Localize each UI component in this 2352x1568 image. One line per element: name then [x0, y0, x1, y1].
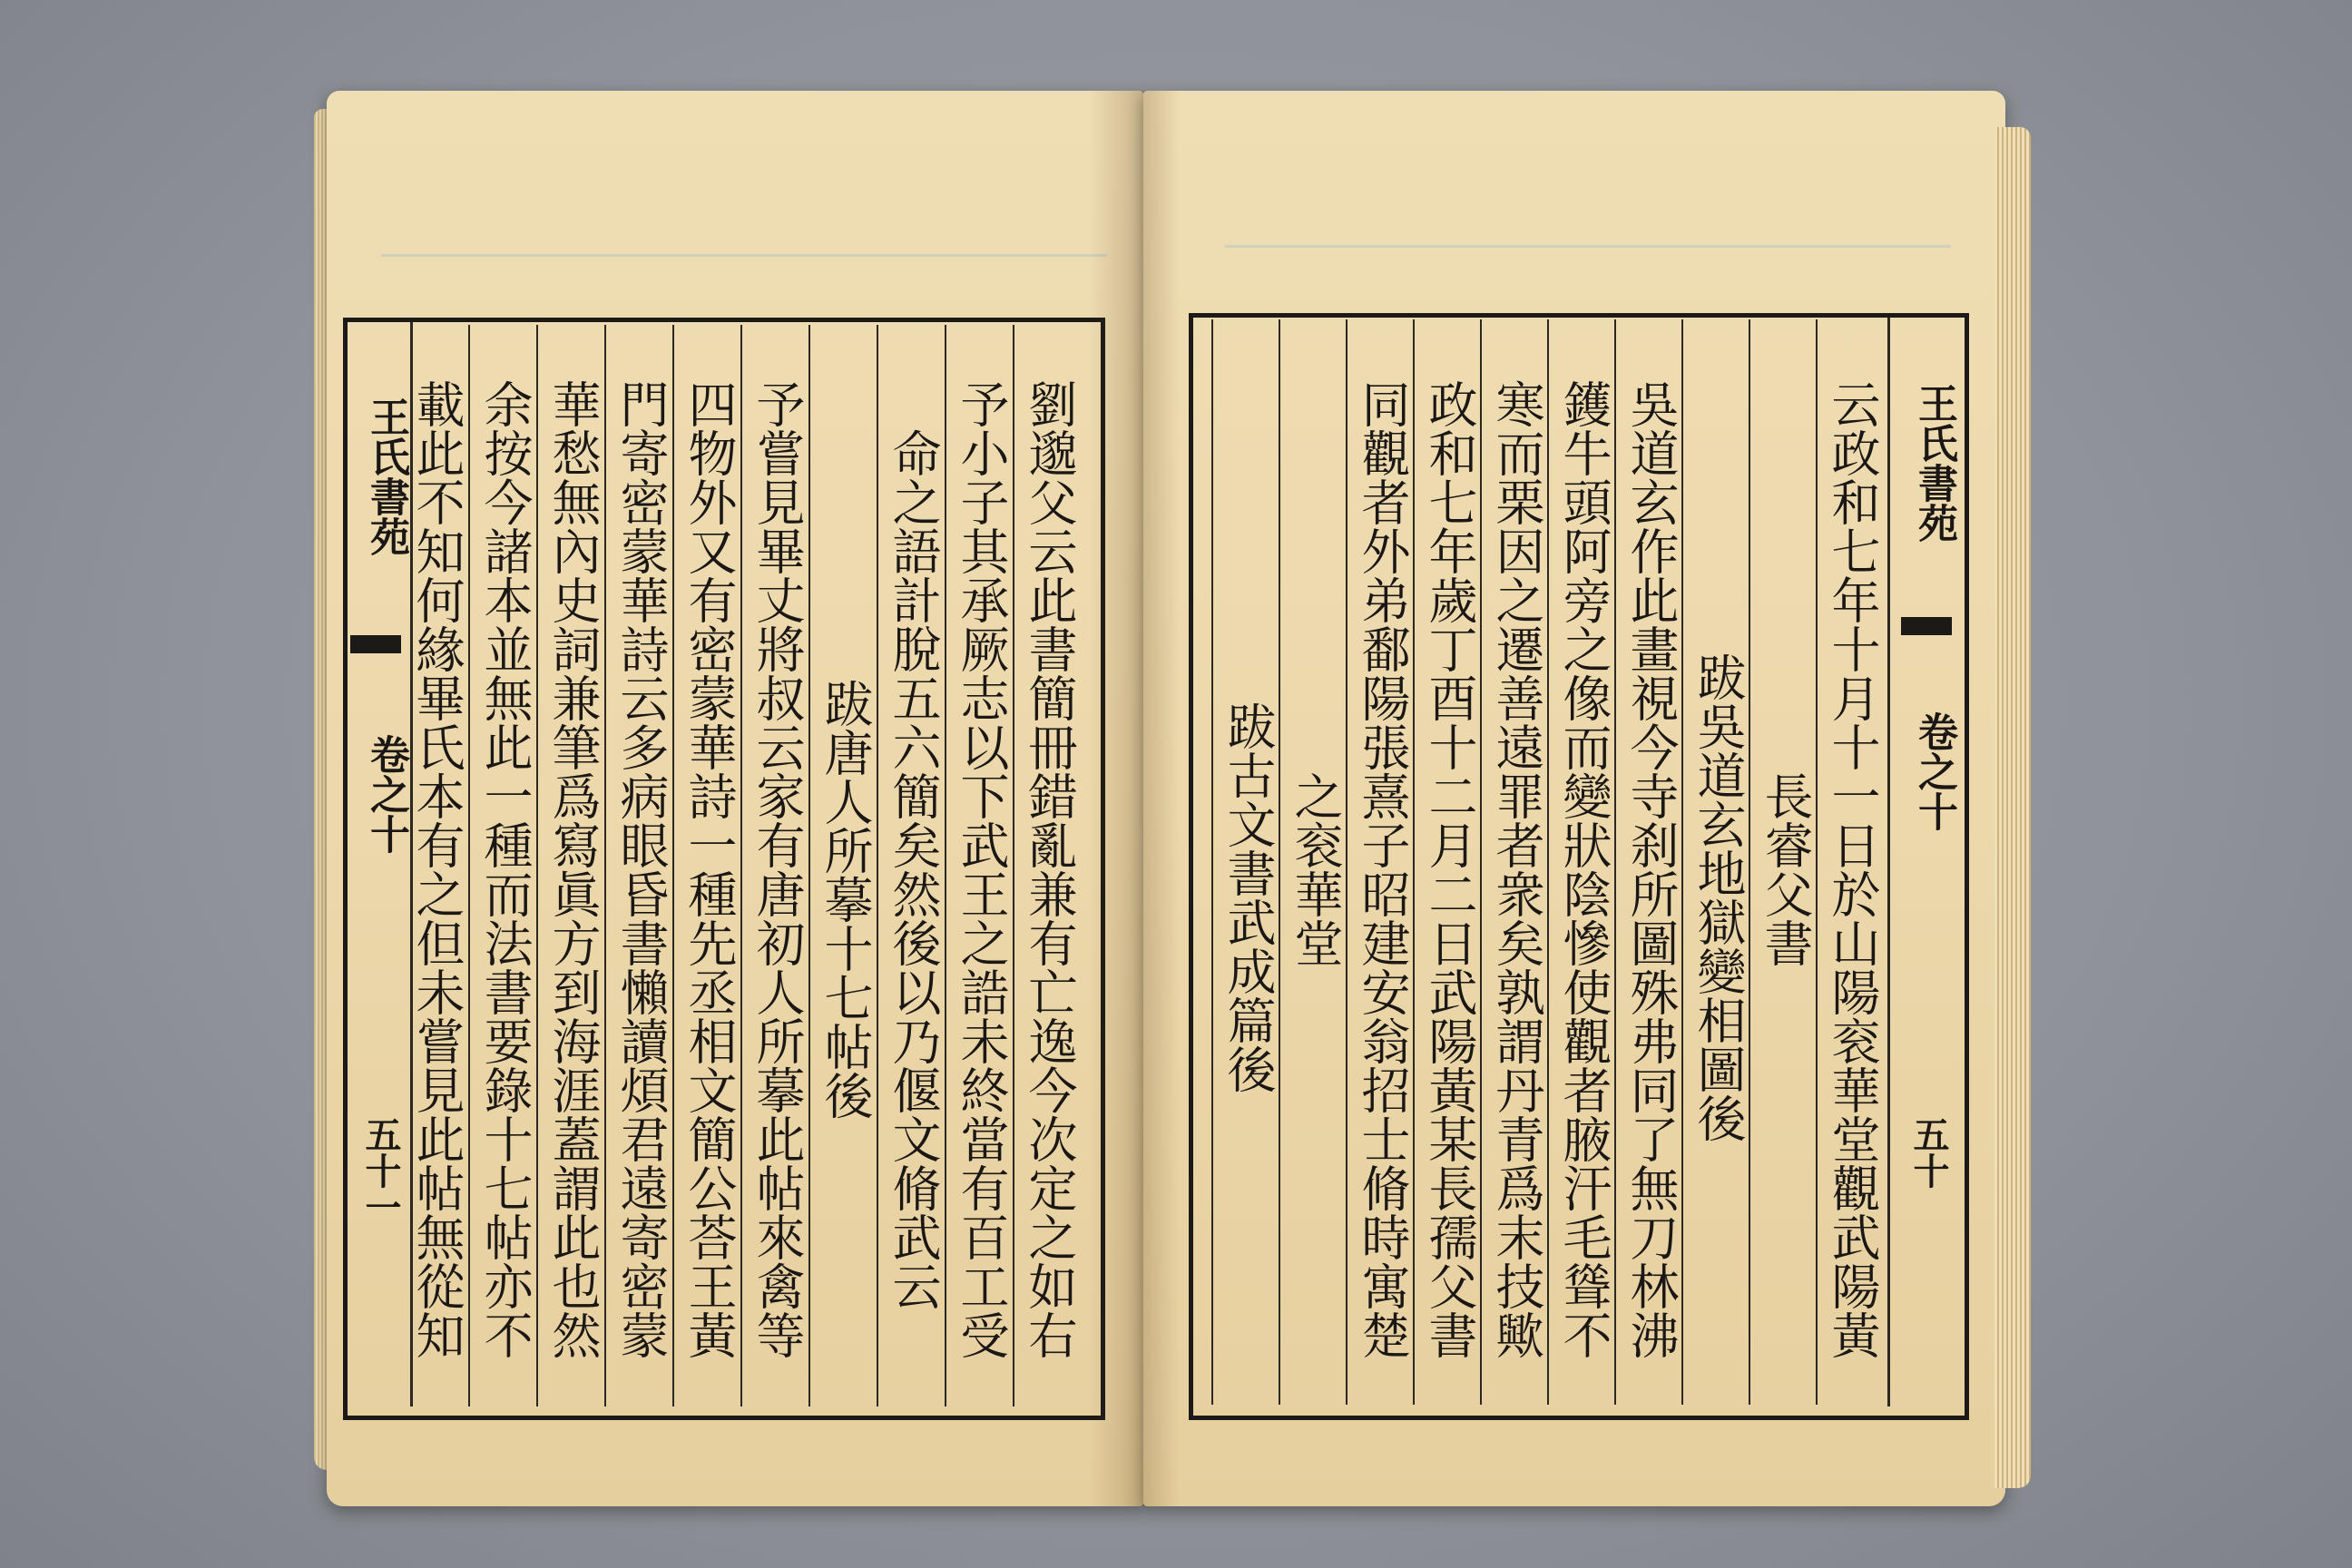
right-centre-title: 王氏書苑 — [1911, 383, 1957, 543]
text-column-9: 之衮華堂 — [1287, 771, 1344, 967]
right-page — [1143, 91, 2005, 1506]
column-rule — [740, 325, 742, 1406]
text-column-10: 載此不知何緣畢氏本有之但未嘗見此帖無從知 — [408, 378, 466, 1359]
text-column-7: 門寄密蒙華詩云多病眼昏書懶讀煩君遠寄密蒙 — [612, 378, 670, 1359]
left-centre-juan: 卷之十 — [363, 734, 409, 854]
text-column-2: 長睿父書 — [1757, 771, 1814, 967]
column-rule — [945, 325, 946, 1406]
heading-column: 跋唐人所摹十七帖後 — [817, 679, 874, 1120]
column-rule — [808, 325, 810, 1406]
text-column-8: 同觀者外弟鄱陽張熹子昭建安翁招士脩時寓楚 — [1354, 379, 1411, 1359]
text-column-6: 寒而栗因之遷善遠罪者衆矣孰謂丹青爲末技歟 — [1488, 379, 1545, 1359]
fish-tail-mark — [1901, 617, 1952, 653]
right-page-number: 五十 — [1907, 1116, 1950, 1189]
text-column-1: 劉邈父云此書簡冊錯亂兼有亡逸今次定之如右 — [1021, 378, 1078, 1359]
column-rule — [1279, 319, 1280, 1405]
text-column-7: 政和七年歲丁酉十二月二日武陽黃某長孺父書 — [1421, 379, 1478, 1359]
column-rule — [536, 325, 538, 1406]
text-column-6: 四物外又有密蒙華詩一種先丞相文簡公荅王黃 — [681, 378, 738, 1359]
text-column-4: 吳道玄作此畫視今寺刹所圖殊弗同了無刀林沸 — [1622, 379, 1680, 1359]
heading-column: 跋吳道玄地獄變相圖後 — [1690, 652, 1747, 1142]
column-rule — [604, 325, 606, 1406]
ruled-line — [381, 254, 1107, 257]
text-column-1: 云政和七年十月十一日於山陽衮華堂觀武陽黃 — [1824, 379, 1881, 1359]
left-page-number: 五十一 — [359, 1116, 402, 1225]
open-book — [327, 73, 2005, 1524]
column-rule — [1211, 319, 1213, 1405]
text-column-8: 華愁無內史詞兼筆爲寫眞方到海涯蓋謂此也然 — [544, 378, 602, 1359]
text-column-5: 予嘗見畢丈將叔云家有唐初人所摹此帖來禽等 — [749, 378, 806, 1359]
column-rule — [1547, 319, 1549, 1405]
column-rule — [1013, 325, 1014, 1406]
column-rule — [877, 325, 878, 1406]
heading-column: 跋古文書武成篇後 — [1220, 701, 1277, 1093]
column-rule — [1346, 319, 1348, 1405]
left-page — [327, 91, 1143, 1506]
column-rule — [1413, 319, 1415, 1405]
text-column-2: 予小子其承厥志以下武王之誥未終當有百工受 — [953, 378, 1010, 1359]
text-column-9: 余按今諸本並無此一種而法書要錄十七帖亦不 — [476, 378, 534, 1359]
column-rule — [672, 325, 674, 1406]
column-rule — [1816, 319, 1818, 1405]
column-rule — [1614, 319, 1616, 1405]
column-rule — [468, 325, 470, 1406]
column-rule — [1749, 319, 1750, 1405]
right-centre-juan: 卷之十 — [1911, 711, 1957, 831]
fish-tail-mark — [350, 635, 401, 671]
column-rule — [1681, 319, 1683, 1405]
centre-strip-divider — [1887, 318, 1890, 1406]
ruled-line — [1225, 245, 1951, 248]
column-rule — [1480, 319, 1482, 1405]
right-page-stack-edge — [1994, 127, 2031, 1488]
text-column-5: 鑊牛頭阿旁之像而變狀陰慘使觀者腋汗毛聳不 — [1555, 379, 1612, 1359]
text-column-3: 命之語計脫五六簡矣然後以乃偃文脩武云 — [885, 427, 942, 1310]
left-centre-title: 王氏書苑 — [363, 397, 409, 556]
